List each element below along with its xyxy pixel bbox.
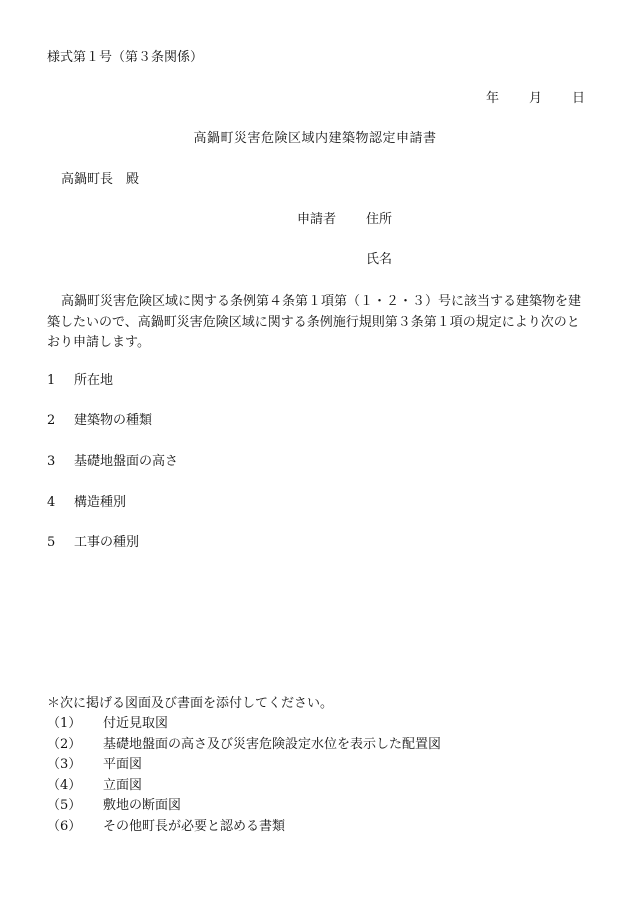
form-number: 様式第１号（第３条関係） [47, 50, 204, 65]
item-building-type [47, 413, 152, 429]
attachment-label: 立面図 [103, 778, 143, 793]
item-number: 4 [47, 495, 56, 510]
item-label: 建築物の種類 [74, 413, 153, 428]
item-foundation-height [47, 454, 178, 470]
attachment-number: （4） [47, 778, 82, 793]
attachment-item [47, 757, 142, 773]
item-number: 3 [47, 454, 56, 469]
item-number: 2 [47, 413, 56, 428]
addressee: 高鍋町長 殿 [61, 172, 140, 187]
attachment-number: （5） [47, 798, 82, 813]
attachment-item [47, 798, 181, 814]
date-month: 月 [529, 91, 543, 106]
item-label: 構造種別 [74, 495, 127, 510]
document-title: 高鍋町災害危険区域内建築物認定申請書 [193, 131, 437, 146]
item-label: 工事の種別 [74, 535, 140, 550]
date-year: 年 [486, 91, 500, 106]
body-paragraph: 高鍋町災害危険区域に関する条例第４条第１項第（１・２・３）号に該当する建築物を建築したいので、高鍋町災害危険区域に関する条例施行規則第３条第１項の規定により次のとおり申請します。 [47, 294, 582, 350]
attachment-number: （2） [47, 737, 82, 752]
attachment-item [47, 819, 285, 835]
applicant-label: 申請者 [297, 212, 337, 227]
item-location [47, 373, 113, 389]
attachment-item [47, 737, 441, 753]
item-number: 5 [47, 535, 56, 550]
item-label: 基礎地盤面の高さ [74, 454, 179, 469]
attachment-label: 敷地の断面図 [103, 798, 182, 813]
item-label: 所在地 [74, 373, 114, 388]
attachment-item [47, 716, 168, 732]
item-construction-type [47, 535, 139, 551]
address-label: 住所 [366, 212, 393, 227]
attachment-label: 平面図 [103, 757, 143, 772]
item-structure-type [47, 495, 126, 511]
date-day: 日 [572, 91, 586, 106]
attachment-label: その他町長が必要と認める書類 [103, 819, 286, 834]
attachment-label: 付近見取図 [103, 716, 169, 731]
name-label: 氏名 [366, 252, 393, 267]
attachments-heading: ＊次に掲げる図面及び書面を添付してください。 [47, 696, 334, 711]
date-line [486, 91, 585, 107]
attachment-item [47, 778, 142, 794]
attachment-number: （1） [47, 716, 82, 731]
item-number: 1 [47, 373, 56, 388]
attachment-label: 基礎地盤面の高さ及び災害危険設定水位を表示した配置図 [103, 737, 442, 752]
attachment-number: （6） [47, 819, 82, 834]
attachment-number: （3） [47, 757, 82, 772]
